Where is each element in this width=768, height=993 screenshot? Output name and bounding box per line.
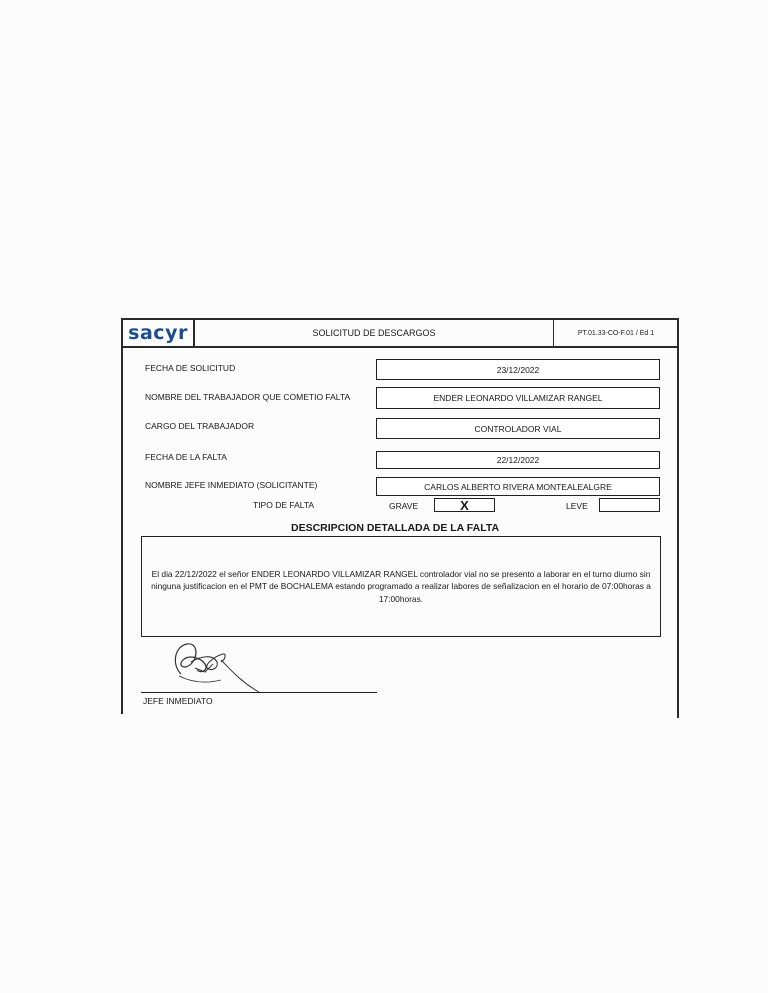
grave-label: GRAVE — [389, 501, 419, 511]
cargo-trabajador-field: CONTROLADOR VIAL — [376, 418, 660, 439]
jefe-inmediato-label: NOMBRE JEFE INMEDIATO (SOLICITANTE) — [145, 480, 318, 490]
descripcion-text: El dia 22/12/2022 el señor ENDER LEONARDO VILLAMIZAR RANGEL controlador vial no se presento a laborar en el turno diurno sin ninguna justificacion en el PMT de BOCHALEMA estando programado a realizar labores de señalizacion en el horario de 07:00horas a 17:00horas. — [151, 569, 651, 604]
fecha-falta-label: FECHA DE LA FALTA — [145, 452, 227, 462]
descripcion-box — [141, 536, 661, 637]
header-divider — [121, 346, 679, 348]
form-border-right — [677, 318, 679, 718]
nombre-trabajador-label: NOMBRE DEL TRABAJADOR QUE COMETIO FALTA — [145, 392, 351, 402]
solicitud-descargos-form — [121, 318, 679, 718]
signature-line — [141, 692, 377, 693]
jefe-inmediato-signature-label: JEFE INMEDIATO — [143, 696, 213, 706]
handwritten-signature — [161, 634, 271, 698]
cargo-trabajador-label: CARGO DEL TRABAJADOR — [145, 421, 255, 431]
form-code: PT.01.33-CO-F.01 / Ed 1 — [553, 320, 678, 346]
logo-cell — [123, 320, 195, 346]
sacyr-logo: sacyr — [128, 321, 188, 344]
fecha-falta-field: 22/12/2022 — [376, 451, 660, 469]
fecha-solicitud-field: 23/12/2022 — [376, 359, 660, 380]
grave-checkbox: X — [434, 498, 495, 512]
nombre-trabajador-field: ENDER LEONARDO VILLAMIZAR RANGEL — [376, 387, 660, 409]
leve-label: LEVE — [566, 501, 588, 511]
form-border-left — [121, 318, 123, 714]
tipo-falta-label: TIPO DE FALTA — [253, 500, 315, 510]
fecha-solicitud-label: FECHA DE SOLICITUD — [145, 363, 236, 373]
descripcion-title: DESCRIPCION DETALLADA DE LA FALTA — [291, 522, 500, 534]
leve-checkbox — [599, 498, 660, 512]
form-title: SOLICITUD DE DESCARGOS — [312, 328, 436, 338]
jefe-inmediato-field: CARLOS ALBERTO RIVERA MONTEALEALGRE — [376, 477, 660, 496]
